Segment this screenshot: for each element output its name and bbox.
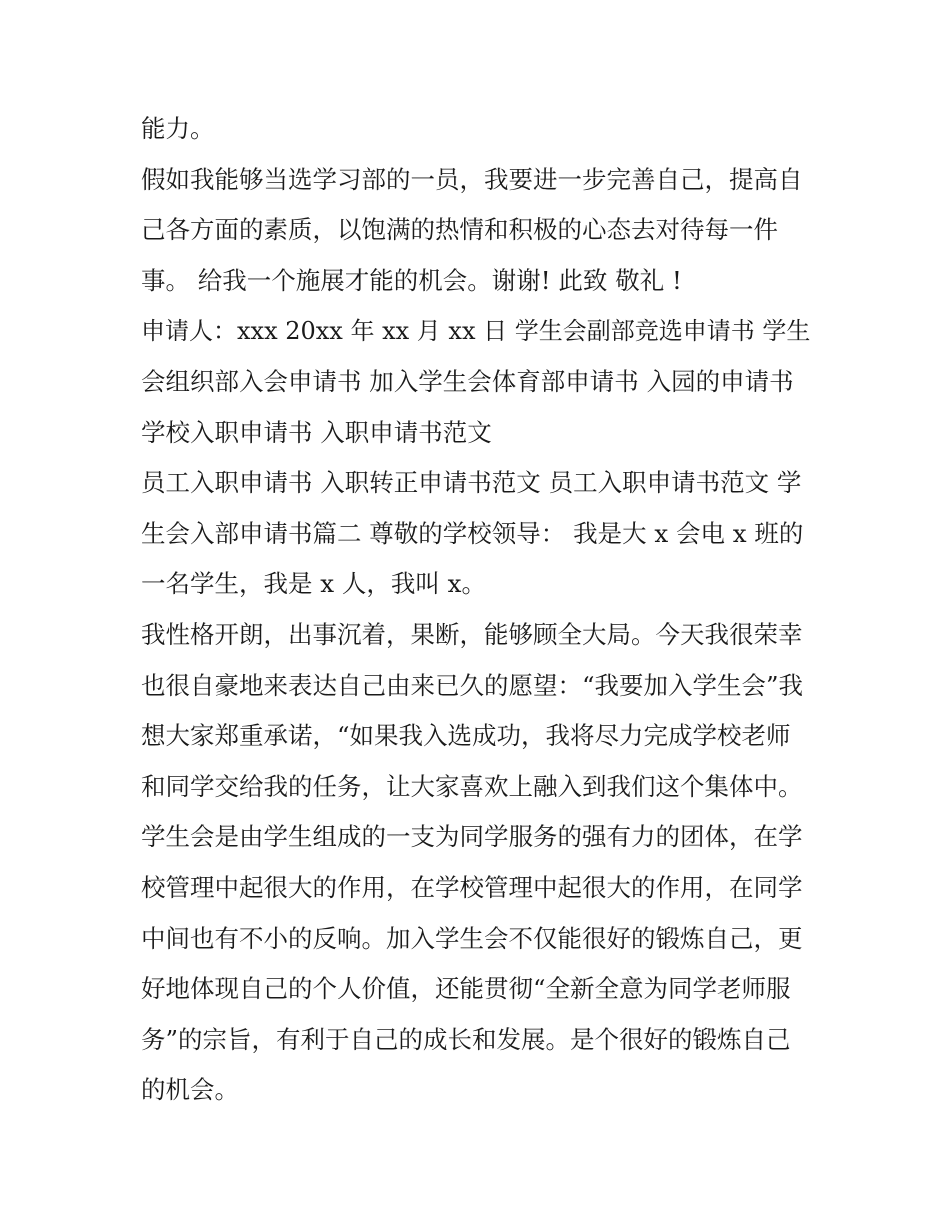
text-line: 能力。 bbox=[141, 114, 215, 143]
text-line: 的机会。 bbox=[141, 1075, 239, 1105]
text-line: 一名学生，我是 x 人，我叫 x。 bbox=[141, 569, 486, 599]
text-line: 员工入职申请书 入职转正申请书范文 员工入职申请书范文 学 bbox=[141, 468, 802, 498]
text-line: 中间也有不小的反响。加入学生会不仅能很好的锻炼自己，更 bbox=[141, 923, 803, 953]
text-line: 想大家郑重承诺，“如果我入选成功，我将尽力完成学校老师 bbox=[141, 721, 791, 751]
text-line: 会组织部入会申请书 加入学生会体育部申请书 入园的申请书 bbox=[141, 366, 794, 396]
text-line: 假如我能够当选学习部的一员，我要进一步完善自己，提高自 bbox=[141, 164, 803, 194]
text-line: 务”的宗旨，有利于自己的成长和发展。是个很好的锻炼自己 bbox=[141, 1024, 791, 1054]
text-line: 事。 给我一个施展才能的机会。谢谢! 此致 敬礼 ! bbox=[141, 265, 682, 295]
text-line: 学校入职申请书 入职申请书范文 bbox=[141, 417, 492, 447]
text-line: 校管理中起很大的作用，在学校管理中起很大的作用，在同学 bbox=[141, 872, 803, 902]
text-line: 生会入部申请书篇二 尊敬的学校领导： 我是大 x 会电 x 班的 bbox=[141, 518, 804, 548]
text-line: 学生会是由学生组成的一支为同学服务的强有力的团体，在学 bbox=[141, 822, 803, 852]
text-line: 我性格开朗，出事沉着，果断，能够顾全大局。今天我很荣幸 bbox=[141, 619, 803, 649]
text-line: 也很自豪地来表达自己由来已久的愿望：“我要加入学生会”我 bbox=[141, 670, 804, 700]
document-page bbox=[141, 104, 821, 1116]
text-line: 好地体现自己的个人价值，还能贯彻“全新全意为同学老师服 bbox=[141, 974, 791, 1004]
text-line: 己各方面的素质，以饱满的热情和积极的心态去对待每一件 bbox=[141, 215, 778, 245]
text-line: 和同学交给我的任务，让大家喜欢上融入到我们这个集体中。 bbox=[141, 771, 803, 801]
text-line: 申请人：xxx 20xx 年 xx 月 xx 日 学生会副部竞选申请书 学生 bbox=[141, 317, 811, 346]
